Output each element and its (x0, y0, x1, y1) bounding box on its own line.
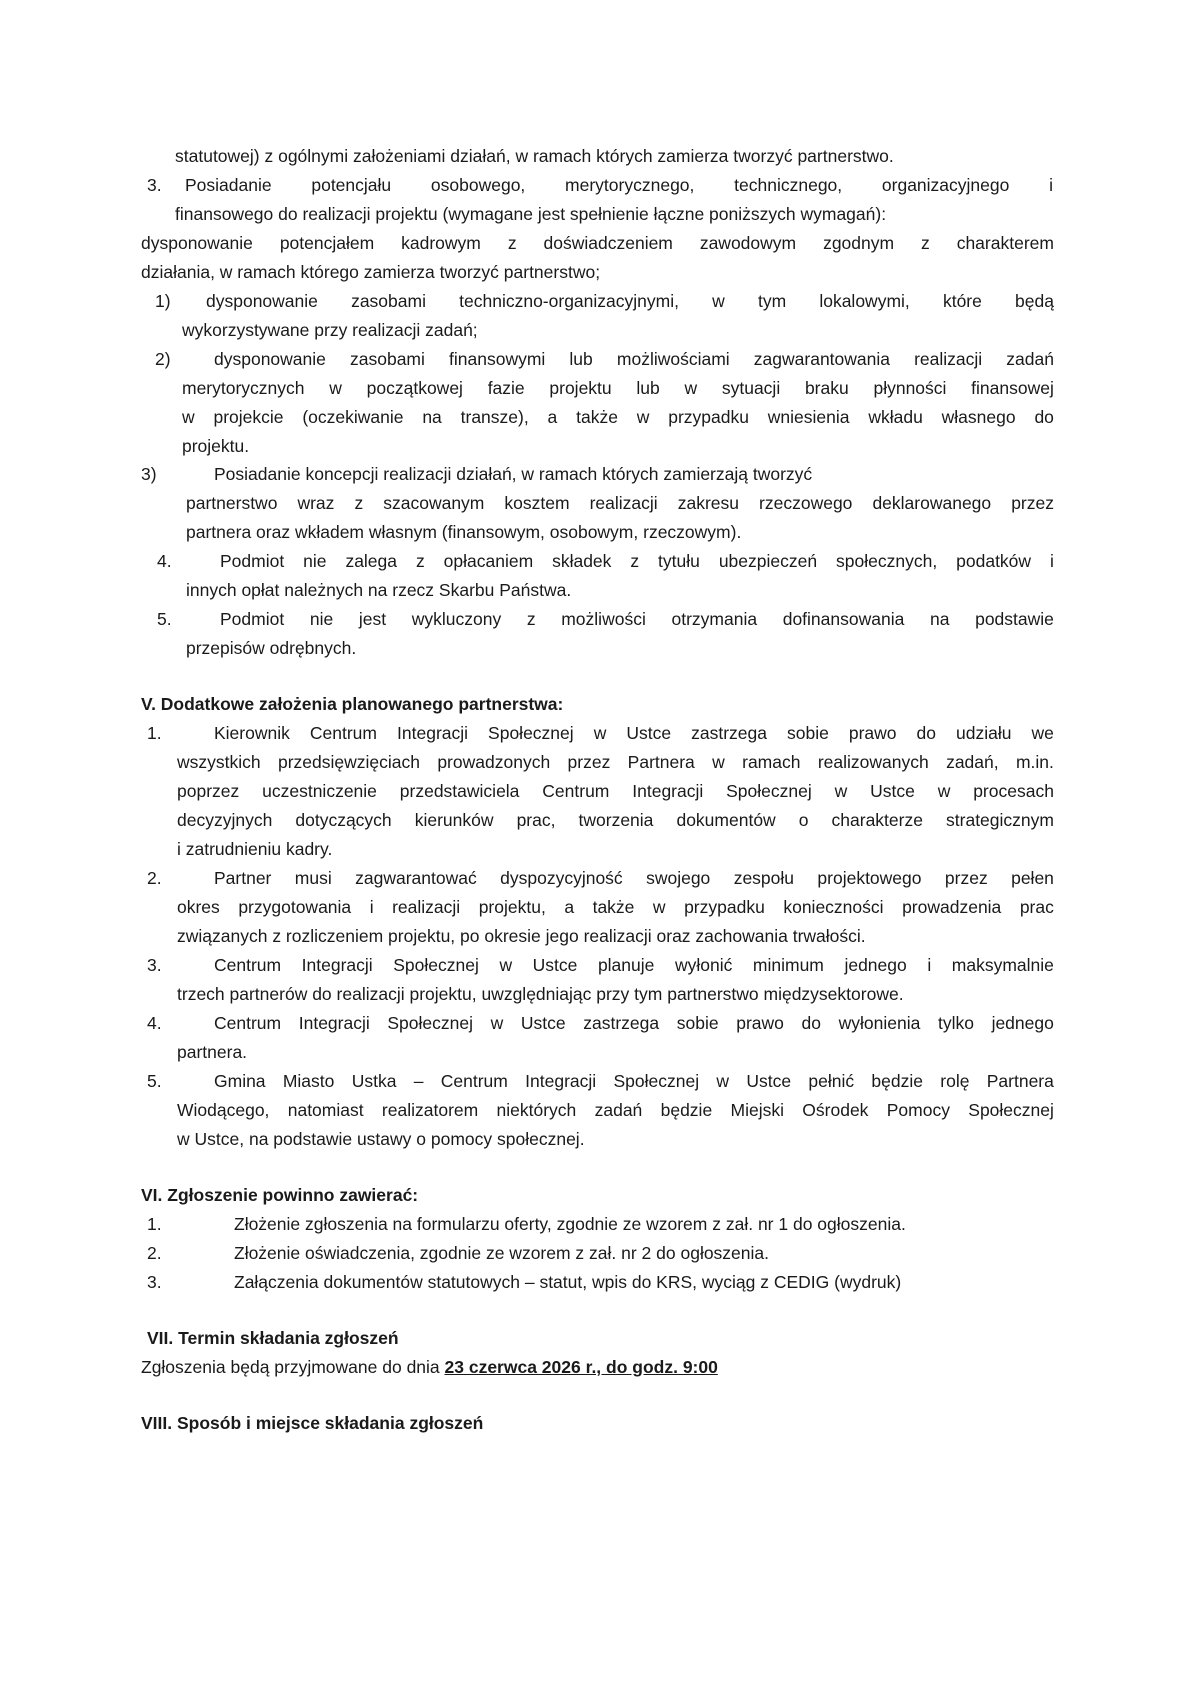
paragraph-line: przepisów odrębnych. (186, 638, 357, 658)
word: wykluczony (411, 609, 502, 629)
word: kierunków (414, 810, 494, 830)
word: realizowanych (817, 752, 929, 772)
section-heading: V. Dodatkowe założenia planowanego partnerstwa: (141, 694, 564, 714)
word: z (630, 551, 640, 571)
word: udziału (956, 723, 1012, 743)
justified-line (220, 608, 1054, 630)
word: prac, (516, 810, 556, 830)
list-number: 3) (141, 464, 157, 484)
word: z (415, 551, 425, 571)
word: procesach (973, 781, 1054, 801)
word: dysponowanie (206, 291, 318, 311)
paragraph-line: i zatrudnieniu kadry. (177, 839, 333, 859)
word: nie (309, 609, 334, 629)
justified-line (182, 377, 1054, 399)
list-item: Złożenie zgłoszenia na formularzu oferty, zgodnie ze wzorem z zał. nr 1 do ogłoszenia. (234, 1214, 906, 1234)
word: które (942, 291, 982, 311)
deadline-paragraph (141, 1356, 718, 1378)
word: i (927, 955, 932, 975)
word: uczestniczenie (262, 781, 377, 801)
word: Ustce (532, 955, 578, 975)
word: Miejski (730, 1100, 784, 1120)
word: w (652, 897, 666, 917)
word: charakterze (831, 810, 923, 830)
list-number: 5. (147, 1071, 162, 1091)
word: będzie (871, 1071, 923, 1091)
paragraph-line: projektu. (182, 436, 250, 456)
word: zalega (345, 551, 398, 571)
word: przedstawiciela (399, 781, 520, 801)
word: zadań, (946, 752, 999, 772)
word: Ustce (746, 1071, 792, 1091)
word: okres (177, 897, 220, 917)
word: Partnera (627, 752, 695, 772)
word: lub (569, 349, 593, 369)
word: potencjału (311, 175, 392, 195)
word: maksymalnie (951, 955, 1054, 975)
word: minimum (752, 955, 824, 975)
word: Partner (214, 868, 272, 888)
word: w (684, 378, 698, 398)
word: – (413, 1071, 424, 1091)
word: dotyczących (295, 810, 392, 830)
list-number: 2. (147, 1243, 162, 1263)
word: merytorycznych (182, 378, 305, 398)
word: swojego (646, 868, 711, 888)
justified-line (177, 809, 1054, 831)
word: i (369, 897, 374, 917)
word: podstawie (975, 609, 1054, 629)
word: także (592, 897, 635, 917)
word: transze), (460, 407, 529, 427)
word: przypadku (684, 897, 765, 917)
word: Integracji (632, 781, 704, 801)
word: także (576, 407, 618, 427)
list-number: 3. (147, 1272, 162, 1292)
justified-line (214, 348, 1054, 370)
word: opłacaniem (443, 551, 534, 571)
word: Ośrodek (802, 1100, 869, 1120)
word: dysponowanie (214, 349, 326, 369)
word: Wiodącego, (177, 1100, 270, 1120)
word: z (354, 493, 364, 513)
paragraph-line: statutowej) z ogólnymi założeniami działań, w ramach których zamierza tworzyć partnerstwo. (175, 146, 894, 166)
word: lokalowymi, (819, 291, 910, 311)
word: płynności (873, 378, 947, 398)
word: zastrzega (691, 723, 767, 743)
word: charakterem (956, 233, 1054, 253)
word: zgodnym (823, 233, 895, 253)
word: wraz (297, 493, 335, 513)
list-item: Złożenie oświadczenia, zgodnie ze wzorem z zał. nr 2 do ogłoszenia. (234, 1243, 770, 1263)
word: przypadku (668, 407, 749, 427)
justified-line (214, 867, 1054, 889)
word: zadań (594, 1100, 643, 1120)
word: w (490, 1013, 504, 1033)
word: decyzyjnych (177, 810, 273, 830)
word: nie (303, 551, 327, 571)
word: i (1049, 175, 1053, 195)
word: Centrum (542, 781, 610, 801)
word: strategicznym (946, 810, 1054, 830)
word: przez (1011, 493, 1054, 513)
list-number: 4. (147, 1013, 162, 1033)
word: w (593, 723, 607, 743)
word: techniczno-organizacyjnymi, (459, 291, 679, 311)
word: Społecznej (488, 723, 574, 743)
word: zakresu (677, 493, 739, 513)
word: planuje (597, 955, 655, 975)
paragraph-line: związanych z rozliczeniem projektu, po okresie jego realizacji oraz zachowania trwałości. (177, 926, 866, 946)
word: dokumentów (676, 810, 776, 830)
word: niektórych (496, 1100, 577, 1120)
word: projektowego (817, 868, 922, 888)
paragraph-line: Posiadanie koncepcji realizacji działań, w ramach których zamierzają tworzyć (214, 464, 813, 484)
paragraph-line: partnera. (177, 1042, 248, 1062)
list-number: 3. (147, 955, 162, 975)
word: zadań (1006, 349, 1054, 369)
justified-line (214, 722, 1054, 744)
justified-line (177, 780, 1054, 802)
section-heading: VI. Zgłoszenie powinno zawierać: (141, 1185, 419, 1205)
word: potencjałem (279, 233, 375, 253)
word: dysponowanie (141, 233, 253, 253)
word: własnego (941, 407, 1016, 427)
word: dyspozycyjność (500, 868, 623, 888)
word: a (564, 897, 575, 917)
word: (oczekiwanie (302, 407, 404, 427)
word: sytuacji (721, 378, 781, 398)
word: jednego (844, 955, 907, 975)
word: z (526, 609, 536, 629)
word: a (547, 407, 558, 427)
paragraph-line: trzech partnerów do realizacji projektu, uwzględniając przy tym partnerstwo międzysektorowe. (177, 984, 904, 1004)
word: z (507, 233, 517, 253)
word: Kierownik (214, 723, 290, 743)
word: projektu (549, 378, 612, 398)
word: składek (552, 551, 612, 571)
justified-line (206, 290, 1054, 312)
word: sobie (676, 1013, 719, 1033)
list-item: Załączenia dokumentów statutowych – statut, wpis do KRS, wyciąg z CEDIG (wydruk) (234, 1272, 902, 1292)
list-number: 1. (147, 1214, 162, 1234)
word: w (712, 752, 725, 772)
word: w (716, 1071, 730, 1091)
word: Ustka (351, 1071, 397, 1091)
word: realizacji (589, 493, 658, 513)
word: finansowymi (449, 349, 546, 369)
word: Integracji (397, 723, 469, 743)
word: przez (944, 868, 988, 888)
word: pełen (1011, 868, 1054, 888)
word: na (422, 407, 442, 427)
word: Centrum (440, 1071, 508, 1091)
paragraph-line: partnera oraz wkładem własnym (finansowym, osobowym, rzeczowym). (186, 522, 742, 542)
word: rzeczowego (759, 493, 853, 513)
word: i (1050, 551, 1054, 571)
word: jest (358, 609, 387, 629)
justified-line (177, 896, 1054, 918)
word: Partnera (986, 1071, 1054, 1091)
word: w (937, 781, 951, 801)
word: Posiadanie (185, 175, 272, 195)
word: wyłonienia (838, 1013, 921, 1033)
deadline-date: 23 czerwca 2026 r., do godz. 9:00 (444, 1357, 718, 1377)
word: Ustce (870, 781, 915, 801)
word: realizacji (914, 349, 983, 369)
paragraph-line: działania, w ramach którego zamierza tworzyć partnerstwo; (141, 262, 601, 282)
paragraph-line: wykorzystywane przy realizacji zadań; (182, 320, 478, 340)
word: w (499, 955, 513, 975)
word: szacowanym (383, 493, 485, 513)
word: do (801, 1013, 821, 1033)
word: Ustce (520, 1013, 566, 1033)
word: przygotowania (238, 897, 352, 917)
word: m.in. (1015, 752, 1054, 772)
word: prowadzonych (437, 752, 551, 772)
word: Centrum (214, 955, 282, 975)
word: w (636, 407, 650, 427)
word: Społecznej (613, 1071, 700, 1091)
word: partnerstwo (186, 493, 278, 513)
word: tylko (937, 1013, 974, 1033)
word: o (798, 810, 809, 830)
word: Podmiot (220, 609, 285, 629)
word: jednego (991, 1013, 1054, 1033)
word: prawo (848, 723, 897, 743)
word: Pomocy (886, 1100, 950, 1120)
word: społecznych, (836, 551, 938, 571)
justified-line (186, 492, 1054, 514)
section-heading: VII. Termin składania zgłoszeń (147, 1328, 399, 1348)
word: w (329, 378, 342, 398)
word: początkowej (366, 378, 463, 398)
list-number: 1. (147, 723, 162, 743)
justified-line (141, 232, 1054, 254)
justified-line (177, 751, 1054, 773)
word: podatków (956, 551, 1032, 571)
word: zastrzega (583, 1013, 660, 1033)
deadline-text: Zgłoszenia będą przyjmowane do dnia (141, 1357, 445, 1377)
word: Centrum (309, 723, 377, 743)
section-heading: VIII. Sposób i miejsce składania zgłoszeń (141, 1413, 484, 1433)
justified-line (214, 1012, 1054, 1034)
word: zagwarantować (355, 868, 477, 888)
word: projekcie (213, 407, 284, 427)
word: Integracji (301, 955, 373, 975)
word: natomiast (287, 1100, 364, 1120)
word: Gmina (214, 1071, 266, 1091)
word: tworzenia (578, 810, 654, 830)
word: do (916, 723, 936, 743)
word: konieczności (783, 897, 884, 917)
word: rolę (940, 1071, 970, 1091)
word: doświadczeniem (543, 233, 673, 253)
word: Integracji (525, 1071, 597, 1091)
word: z (921, 233, 930, 253)
word: wkładu (868, 407, 923, 427)
justified-line (182, 406, 1054, 428)
word: pełnić (808, 1071, 855, 1091)
paragraph-line: innych opłat należnych na rzecz Skarbu Państwa. (186, 580, 572, 600)
word: zasobami (351, 291, 426, 311)
word: w (712, 291, 725, 311)
list-number: 2. (147, 868, 162, 888)
word: na (929, 609, 950, 629)
word: tytułu (658, 551, 700, 571)
word: będzie (660, 1100, 713, 1120)
word: otrzymania (671, 609, 758, 629)
word: prac (1019, 897, 1054, 917)
word: Społecznej (968, 1100, 1054, 1120)
word: projektu, (478, 897, 546, 917)
word: zasobami (350, 349, 425, 369)
word: Podmiot (220, 551, 285, 571)
word: realizatorem (381, 1100, 479, 1120)
word: organizacyjnego (881, 175, 1010, 195)
word: poprzez (177, 781, 240, 801)
word: wniesienia (767, 407, 850, 427)
word: przedsięwzięciach (277, 752, 420, 772)
list-number: 3. (147, 175, 162, 195)
word: prawo (736, 1013, 784, 1033)
list-number: 1) (155, 291, 171, 311)
word: Ustce (626, 723, 672, 743)
word: wyłonić (674, 955, 733, 975)
list-number: 2) (155, 349, 171, 369)
word: Społecznej (387, 1013, 473, 1033)
word: ramach (742, 752, 801, 772)
justified-line (185, 174, 1053, 196)
justified-line (177, 1099, 1054, 1121)
justified-line (214, 954, 1054, 976)
word: tym (757, 291, 787, 311)
word: Miasto (282, 1071, 335, 1091)
word: fazie (487, 378, 525, 398)
word: osobowego, (430, 175, 526, 195)
word: merytorycznego, (565, 175, 695, 195)
word: w (834, 781, 848, 801)
word: w (182, 407, 195, 427)
word: możliwościami (616, 349, 730, 369)
word: dofinansowania (782, 609, 905, 629)
word: we (1031, 723, 1054, 743)
word: przez (567, 752, 611, 772)
word: musi (294, 868, 332, 888)
word: zagwarantowania (753, 349, 890, 369)
word: kosztem (504, 493, 570, 513)
word: prowadzenia (902, 897, 1002, 917)
word: kadrowym (401, 233, 481, 253)
list-number: 4. (157, 551, 172, 571)
paragraph-line: w Ustce, na podstawie ustawy o pomocy społecznej. (177, 1129, 585, 1149)
word: braku (804, 378, 849, 398)
word: wszystkich (177, 752, 261, 772)
word: zawodowym (699, 233, 797, 253)
word: finansowej (971, 378, 1054, 398)
justified-line (214, 1070, 1054, 1092)
word: realizacji (392, 897, 461, 917)
word: zespołu (733, 868, 795, 888)
list-number: 5. (157, 609, 172, 629)
justified-line (220, 550, 1054, 572)
word: Społecznej (726, 781, 812, 801)
word: ubezpieczeń (718, 551, 818, 571)
word: sobie (786, 723, 829, 743)
word: do (1034, 407, 1054, 427)
word: deklarowanego (872, 493, 992, 513)
word: lub (636, 378, 660, 398)
word: możliwości (561, 609, 646, 629)
word: Centrum (214, 1013, 282, 1033)
word: Społecznej (393, 955, 479, 975)
paragraph-line: finansowego do realizacji projektu (wymagane jest spełnienie łączne poniższych wymagań): (175, 204, 887, 224)
word: technicznego, (734, 175, 843, 195)
word: Integracji (298, 1013, 370, 1033)
word: będą (1015, 291, 1054, 311)
